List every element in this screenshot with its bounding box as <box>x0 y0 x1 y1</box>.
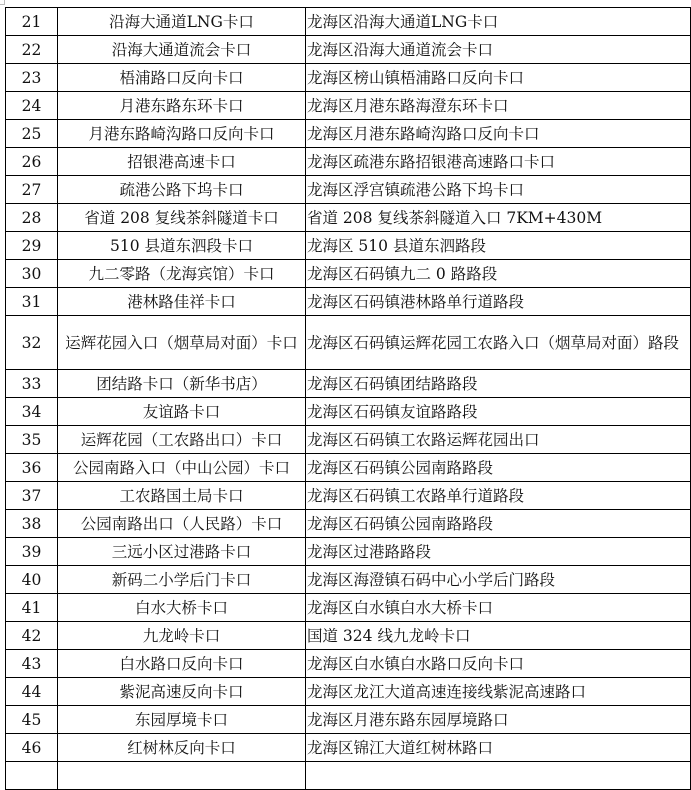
row-number: 21 <box>6 8 58 36</box>
row-number: 32 <box>6 316 58 370</box>
checkpoint-location: 龙海区锦江大道红树林路口 <box>306 734 691 762</box>
table-row <box>6 288 691 316</box>
checkpoint-location: 龙海区浮宫镇疏港公路下坞卡口 <box>306 176 691 204</box>
checkpoint-table <box>5 7 691 790</box>
row-number: 41 <box>6 594 58 622</box>
checkpoint-name: 运辉花园入口（烟草局对面）卡口 <box>58 316 306 370</box>
checkpoint-name: 红树林反向卡口 <box>58 734 306 762</box>
table-row <box>6 8 691 36</box>
checkpoint-location: 龙海区石码镇运辉花园工农路入口（烟草局对面）路段 <box>306 316 691 370</box>
row-number: 26 <box>6 148 58 176</box>
table-row <box>6 510 691 538</box>
checkpoint-name: 运辉花园（工农路出口）卡口 <box>58 426 306 454</box>
checkpoint-location: 龙海区 510 县道东泗路段 <box>306 232 691 260</box>
checkpoint-location: 龙海区榜山镇梧浦路口反向卡口 <box>306 64 691 92</box>
empty-cell <box>58 762 306 790</box>
row-number: 45 <box>6 706 58 734</box>
checkpoint-name: 白水大桥卡口 <box>58 594 306 622</box>
checkpoint-location: 龙海区石码镇工农路运辉花园出口 <box>306 426 691 454</box>
table-row <box>6 204 691 232</box>
row-number: 33 <box>6 370 58 398</box>
table-row <box>6 734 691 762</box>
checkpoint-name: 招银港高速卡口 <box>58 148 306 176</box>
checkpoint-name: 公园南路入口（中山公园）卡口 <box>58 454 306 482</box>
row-number: 36 <box>6 454 58 482</box>
checkpoint-name: 紫泥高速反向卡口 <box>58 678 306 706</box>
checkpoint-location: 龙海区月港东路东园厚境路口 <box>306 706 691 734</box>
checkpoint-location: 龙海区沿海大通道流会卡口 <box>306 36 691 64</box>
checkpoint-name: 工农路国土局卡口 <box>58 482 306 510</box>
table-row <box>6 316 691 370</box>
checkpoint-location: 龙海区海澄镇石码中心小学后门路段 <box>306 566 691 594</box>
row-number: 44 <box>6 678 58 706</box>
row-number: 39 <box>6 538 58 566</box>
table-body <box>6 8 691 790</box>
row-number: 23 <box>6 64 58 92</box>
checkpoint-name: 梧浦路口反向卡口 <box>58 64 306 92</box>
table-row <box>6 176 691 204</box>
checkpoint-name: 九二零路（龙海宾馆）卡口 <box>58 260 306 288</box>
row-number: 30 <box>6 260 58 288</box>
table-row <box>6 538 691 566</box>
table-row <box>6 260 691 288</box>
checkpoint-location: 省道 208 复线茶斜隧道入口 7KM+430M <box>306 204 691 232</box>
row-number: 28 <box>6 204 58 232</box>
table-row <box>6 148 691 176</box>
table-row <box>6 232 691 260</box>
table-row <box>6 622 691 650</box>
table-row <box>6 482 691 510</box>
checkpoint-location: 龙海区白水镇白水大桥卡口 <box>306 594 691 622</box>
checkpoint-name: 新码二小学后门卡口 <box>58 566 306 594</box>
checkpoint-name: 九龙岭卡口 <box>58 622 306 650</box>
table-row <box>6 678 691 706</box>
table-row <box>6 36 691 64</box>
row-number: 25 <box>6 120 58 148</box>
checkpoint-name: 东园厚境卡口 <box>58 706 306 734</box>
checkpoint-name: 白水路口反向卡口 <box>58 650 306 678</box>
checkpoint-location: 龙海区石码镇公园南路路段 <box>306 454 691 482</box>
row-number: 42 <box>6 622 58 650</box>
empty-cell <box>306 762 691 790</box>
checkpoint-name: 月港东路崎沟路口反向卡口 <box>58 120 306 148</box>
checkpoint-name: 三远小区过港路卡口 <box>58 538 306 566</box>
row-number: 27 <box>6 176 58 204</box>
table-row <box>6 650 691 678</box>
table-row <box>6 398 691 426</box>
checkpoint-location: 龙海区月港东路崎沟路口反向卡口 <box>306 120 691 148</box>
checkpoint-location: 龙海区石码镇公园南路路段 <box>306 510 691 538</box>
row-number: 34 <box>6 398 58 426</box>
row-number: 37 <box>6 482 58 510</box>
row-number: 31 <box>6 288 58 316</box>
table-row <box>6 566 691 594</box>
table-row <box>6 454 691 482</box>
table-row <box>6 706 691 734</box>
row-number: 35 <box>6 426 58 454</box>
checkpoint-location: 龙海区沿海大通道LNG卡口 <box>306 8 691 36</box>
checkpoint-name: 月港东路东环卡口 <box>58 92 306 120</box>
row-number: 24 <box>6 92 58 120</box>
checkpoint-location: 龙海区白水镇白水路口反向卡口 <box>306 650 691 678</box>
row-number: 40 <box>6 566 58 594</box>
checkpoint-name: 疏港公路下坞卡口 <box>58 176 306 204</box>
checkpoint-location: 龙海区石码镇九二 0 路路段 <box>306 260 691 288</box>
row-number: 43 <box>6 650 58 678</box>
table-row <box>6 594 691 622</box>
checkpoint-location: 龙海区石码镇港林路单行道路段 <box>306 288 691 316</box>
checkpoint-name: 510 县道东泗段卡口 <box>58 232 306 260</box>
checkpoint-location: 龙海区石码镇工农路单行道路段 <box>306 482 691 510</box>
empty-cell <box>6 762 58 790</box>
checkpoint-location: 龙海区月港东路海澄东环卡口 <box>306 92 691 120</box>
row-number: 46 <box>6 734 58 762</box>
checkpoint-name: 省道 208 复线茶斜隧道卡口 <box>58 204 306 232</box>
checkpoint-name: 沿海大通道LNG卡口 <box>58 8 306 36</box>
row-number: 38 <box>6 510 58 538</box>
row-number: 29 <box>6 232 58 260</box>
table-row-partial <box>6 762 691 790</box>
checkpoint-location: 龙海区石码镇团结路路段 <box>306 370 691 398</box>
checkpoint-name: 沿海大通道流会卡口 <box>58 36 306 64</box>
row-number: 22 <box>6 36 58 64</box>
table-row <box>6 64 691 92</box>
sheet-corner <box>0 0 5 5</box>
checkpoint-name: 团结路卡口（新华书店） <box>58 370 306 398</box>
table-row <box>6 370 691 398</box>
checkpoint-location: 龙海区龙江大道高速连接线紫泥高速路口 <box>306 678 691 706</box>
checkpoint-location: 国道 324 线九龙岭卡口 <box>306 622 691 650</box>
checkpoint-name: 公园南路出口（人民路）卡口 <box>58 510 306 538</box>
checkpoint-location: 龙海区过港路路段 <box>306 538 691 566</box>
table-row <box>6 426 691 454</box>
checkpoint-name: 友谊路卡口 <box>58 398 306 426</box>
checkpoint-name: 港林路佳祥卡口 <box>58 288 306 316</box>
table-row <box>6 120 691 148</box>
checkpoint-location: 龙海区疏港东路招银港高速路口卡口 <box>306 148 691 176</box>
table-row <box>6 92 691 120</box>
checkpoint-location: 龙海区石码镇友谊路路段 <box>306 398 691 426</box>
